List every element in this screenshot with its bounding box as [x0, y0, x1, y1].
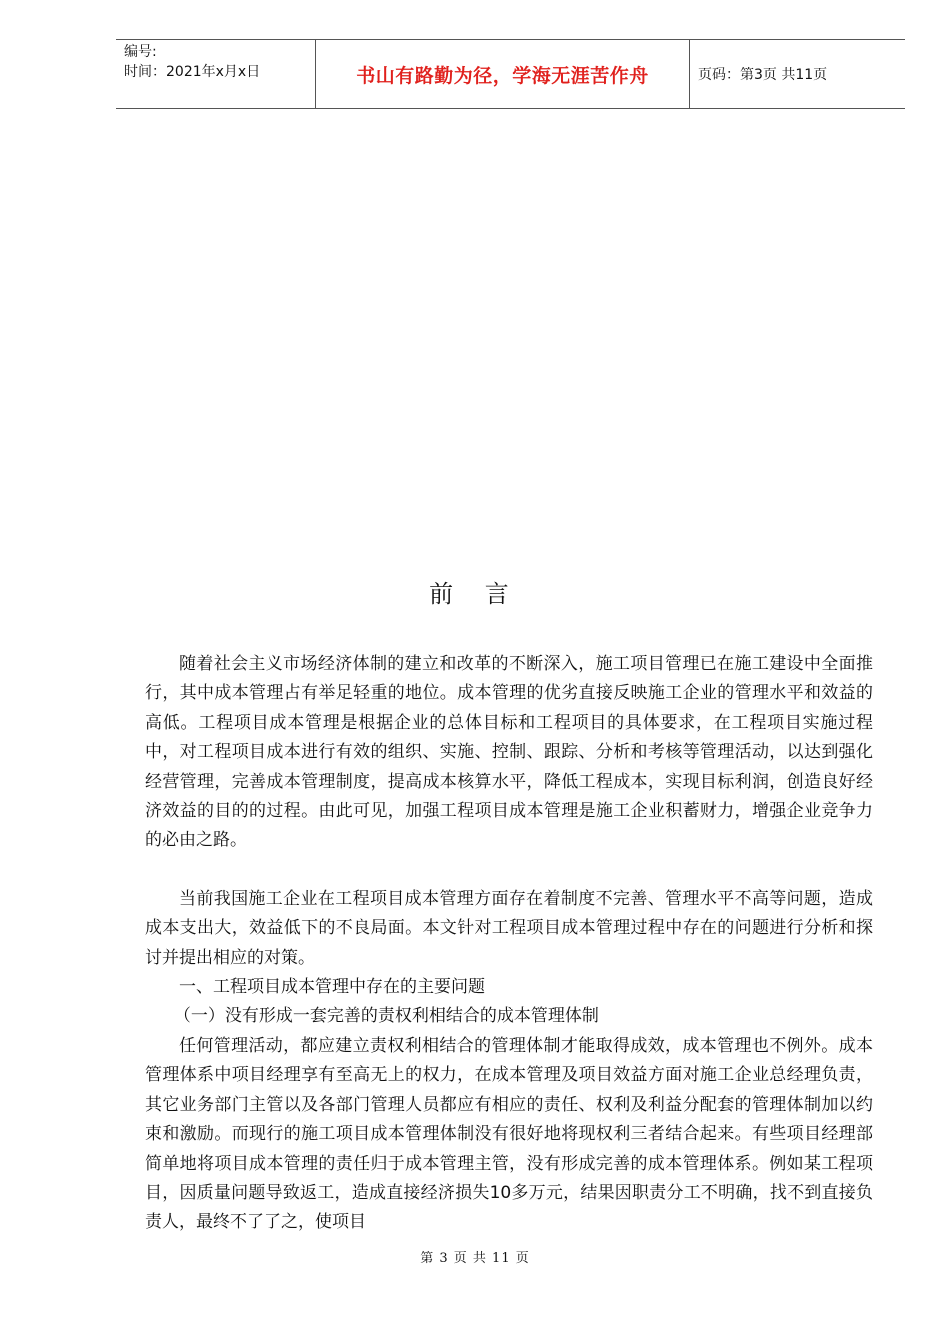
header-meta: [116, 40, 316, 108]
paragraph: 任何管理活动，都应建立责权利相结合的管理体制才能取得成效，成本管理也不例外。成本管理体系中项目经理享有至高无上的权力，在成本管理及项目效益方面对施工企业总经理负责，其它业务部门主管以及各部门管理人员都应有相应的责任、权利及利益分配套的管理体制加以约束和激励。而现行的施工项目成本管理体制没有很好地将现权利三者结合起来。有些项目经理部简单地将项目成本管理的责任归于成本管理主管，没有形成完善的成本管理体系。例如某工程项目，因质量问题导致返工，造成直接经济损失10多万元，结果因职责分工不明确，找不到直接负责人，最终不了了之，使项目: [145, 1035, 873, 1233]
subsection-heading: （一）没有形成一套完善的责权利相结合的成本管理体制: [173, 1006, 599, 1027]
document-header: [116, 39, 905, 109]
paragraph: 当前我国施工企业在工程项目成本管理方面存在着制度不完善、管理水平不高等问题，造成成本支出大，效益低下的不良局面。本文针对工程项目成本管理过程中存在的问题进行分析和探讨并提出相应的对策。: [145, 888, 873, 968]
section-heading: 一、工程项目成本管理中存在的主要问题: [179, 977, 485, 998]
header-page-info: 页码：第3页 共11页: [698, 67, 828, 83]
page-footer: 第 3 页 共 11 页: [420, 1251, 530, 1266]
header-motto: 书山有路勤为径，学海无涯苦作舟: [316, 40, 690, 108]
document-body: [145, 650, 873, 1238]
time-label: 时间：2021年x月x日: [124, 64, 261, 80]
document-title: 前 言: [429, 580, 521, 608]
paragraph: 随着社会主义市场经济体制的建立和改革的不断深入，施工项目管理已在施工建设中全面推行，其中成本管理占有举足轻重的地位。成本管理的优劣直接反映施工企业的管理水平和效益的高低。工程项目成本管理是根据企业的总体目标和工程项目的具体要求，在工程项目实施过程中，对工程项目成本进行有效的组织、实施、控制、跟踪、分析和考核等管理活动，以达到强化经营管理，完善成本管理制度，提高成本核算水平，降低工程成本，实现目标利润，创造良好经济效益的目的的过程。由此可见，加强工程项目成本管理是施工企业积蓄财力，增强企业竞争力的必由之路。: [145, 654, 873, 851]
number-label: 编号:: [124, 44, 157, 60]
